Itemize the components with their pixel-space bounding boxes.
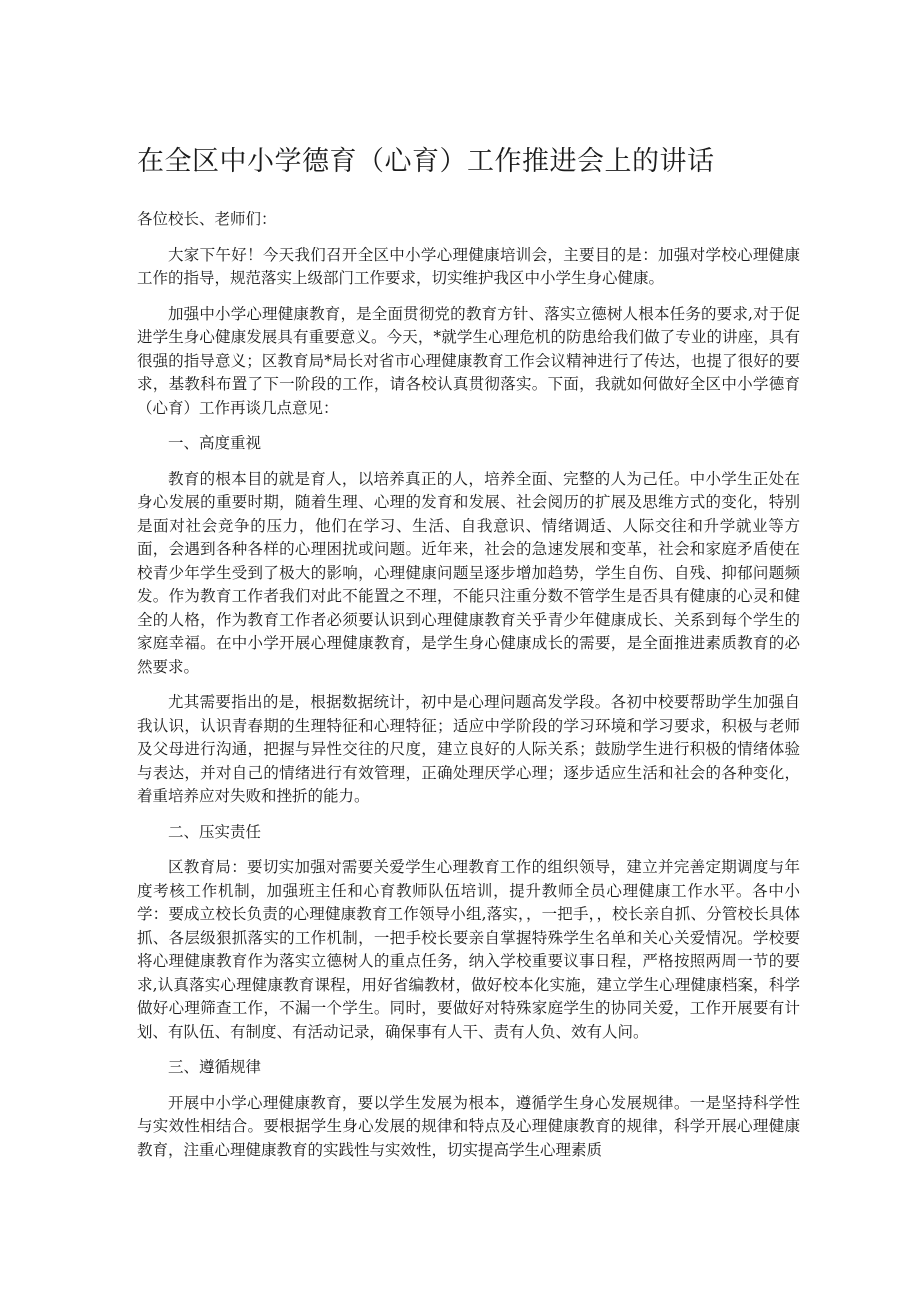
- document-title: 在全区中小学德育（心育）工作推进会上的讲话: [137, 146, 715, 177]
- section-1-paragraph-2: 尤其需要指出的是，根据数据统计，初中是心理问题高发学段。各初中校要帮助学生加强自我认识，认识青春期的生理特征和心理特征；适应中学阶段的学习环境和学习要求，积极与老师及父母进行沟通，把握与异性交往的尺度，建立良好的人际关系；鼓励学生进行积极的情绪体验与表达，并对自己的情绪进行有效管理，正确处理厌学心理；逐步适应生活和社会的各种变化，着重培养应对失败和挫折的能力。: [137, 693, 800, 805]
- intro-paragraph-1: 大家下午好！今天我们召开全区中小学心理健康培训会，主要目的是：加强对学校心理健康工作的指导，规范落实上级部门工作要求，切实维护我区中小学生身心健康。: [137, 245, 800, 287]
- section-2-paragraph-1: 区教育局：要切实加强对需要关爱学生心理教育工作的组织领导，建立并完善定期调度与年度考核工作机制，加强班主任和心育教师队伍培训，提升教师全员心理健康工作水平。各中小学：要成立校长负责的心理健康教育工作领导小组,落实，，一把手，，校长亲自抓、分管校长具体抓、各层级狠抓落实的工作机制，一把手校长要亲自掌握特殊学生名单和关心关爱情况。学校要将心理健康教育作为落实立德树人的重点任务，纳入学校重要议事日程，严格按照两周一节的要求,认真落实心理健康教育课程，用好省编教材，做好校本化实施，建立学生心理健康档案，科学做好心理筛查工作，不漏一个学生。同时，要做好对特殊家庭学生的协同关爱，工作开展要有计划、有队伍、有制度、有活动记录，确保事有人干、责有人负、效有人问。: [137, 858, 800, 1041]
- salutation: 各位校长、老师们：: [137, 210, 277, 228]
- section-3-paragraph-1: 开展中小学心理健康教育，要以学生发展为根本，遵循学生身心发展规律。一是坚持科学性与实效性相结合。要根据学生身心发展的规律和特点及心理健康教育的规律，科学开展心理健康教育，注重心理健康教育的实践性与实效性，切实提高学生心理素质: [137, 1093, 800, 1159]
- section-heading-3: 三、遵循规律: [168, 1058, 262, 1076]
- intro-paragraph-2: 加强中小学心理健康教育，是全面贯彻党的教育方针、落实立德树人根本任务的要求,对于促进学生身心健康发展具有重要意义。今天，*就学生心理危机的防患给我们做了专业的讲座，具有很强的指导意义；区教育局*局长对省市心理健康教育工作会议精神进行了传达，也提了很好的要求，基教科布置了下一阶段的工作，请各校认真贯彻落实。下面，我就如何做好全区中小学德育（心育）工作再谈几点意见：: [137, 304, 800, 417]
- section-1-paragraph-1: 教育的根本目的就是育人，以培养真正的人，培养全面、完整的人为己任。中小学生正处在身心发展的重要时期，随着生理、心理的发育和发展、社会阅历的扩展及思维方式的变化，特别是面对社会竞争的压力，他们在学习、生活、自我意识、情绪调适、人际交往和升学就业等方面，会遇到各种各样的心理困扰或问题。近年来，社会的急速发展和变革，社会和家庭矛盾使在校青少年学生受到了极大的影响，心理健康问题呈逐步增加趋势，学生自伤、自残、抑郁问题频发。作为教育工作者我们对此不能置之不理，不能只注重分数不管学生是否具有健康的心灵和健全的人格，作为教育工作者必须要认识到心理健康教育关乎青少年健康成长、关系到每个学生的家庭幸福。在中小学开展心理健康教育，是学生身心健康成长的需要，是全面推进素质教育的必然要求。: [137, 469, 800, 676]
- document-page: [137, 140, 800, 1174]
- section-heading-1: 一、高度重视: [168, 434, 262, 452]
- section-heading-2: 二、压实责任: [168, 822, 262, 841]
